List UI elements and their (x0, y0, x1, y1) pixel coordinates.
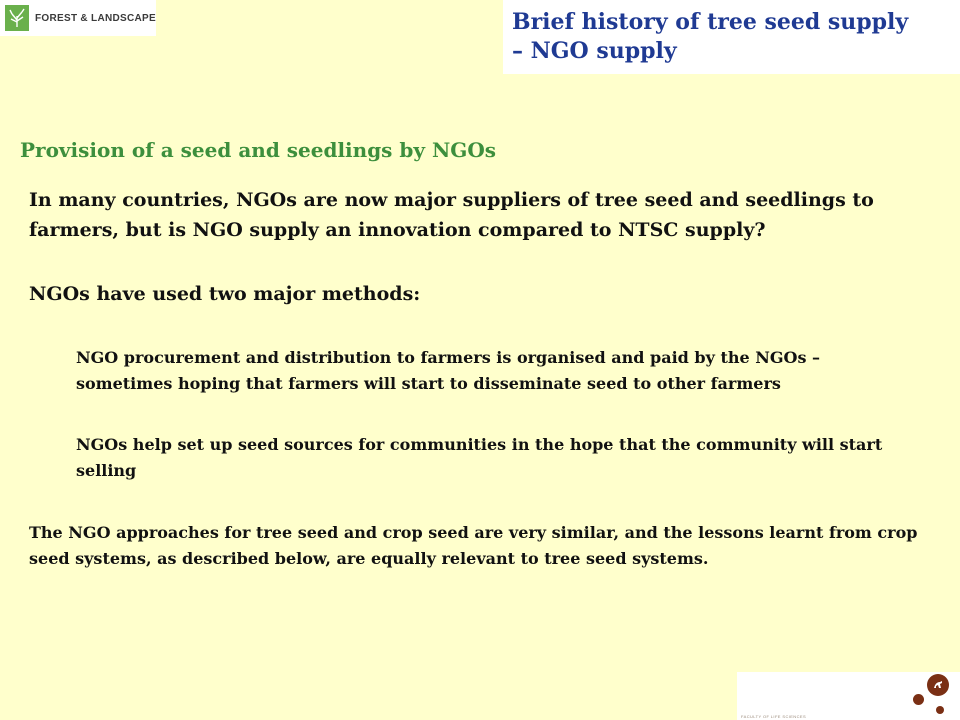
slide-title-line-1: Brief history of tree seed supply (512, 9, 909, 35)
method-item: NGO procurement and distribution to farmers is organised and paid by the NGOs – sometimes hoping that farmers will start to disseminate seed to other farmers (76, 348, 821, 393)
forest-landscape-logo (0, 0, 156, 36)
intro-paragraph: In many countries, NGOs are now major suppliers of tree seed and seedlings to farmers, but is NGO supply an innovation compared to NTSC supply? (29, 189, 874, 241)
faculty-label: FACULTY OF LIFE SCIENCES (741, 714, 807, 719)
methods-heading: NGOs have used two major methods: (29, 283, 421, 305)
university-seal-icon (927, 674, 949, 696)
conclusion-paragraph: The NGO approaches for tree seed and crop seed are very similar, and the lessons learnt from crop seed systems, as described below, are equally relevant to tree seed systems. (29, 523, 918, 568)
slide-title-line-2: – NGO supply (512, 38, 677, 64)
section-heading: Provision of a seed and seedlings by NGOs (20, 138, 497, 162)
slide-title (503, 0, 960, 74)
method-item: NGOs help set up seed sources for communities in the hope that the community will start selling (76, 435, 883, 480)
footer-university-logo (737, 672, 960, 720)
decorative-dot (913, 694, 924, 705)
decorative-dot (936, 706, 944, 714)
logo-text: FOREST & LANDSCAPE (35, 12, 156, 24)
tree-logo-icon (5, 5, 29, 31)
